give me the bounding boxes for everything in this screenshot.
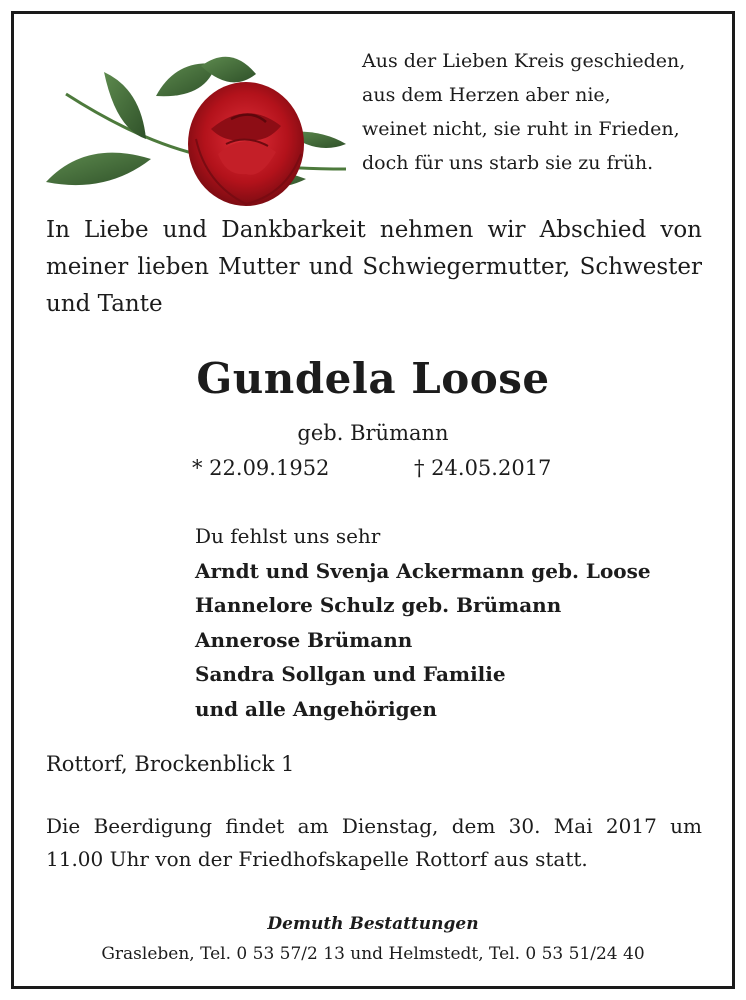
- birth-date: * 22.09.1952: [192, 456, 330, 480]
- mourner-name: Arndt und Svenja Ackermann geb. Loose: [195, 558, 651, 583]
- mourner-name: Hannelore Schulz geb. Brümann: [195, 593, 562, 617]
- death-date: † 24.05.2017: [414, 456, 552, 480]
- mourner-name: Annerose Brümann: [195, 627, 413, 652]
- poem-line: Aus der Lieben Kreis geschieden,: [362, 50, 686, 72]
- mourner-name: Sandra Sollgan und Familie: [195, 662, 506, 686]
- poem: [362, 44, 722, 180]
- poem-line: doch für uns starb sie zu früh.: [362, 152, 654, 174]
- deceased-name: Gundela Loose: [196, 354, 550, 403]
- red-rose-icon: [46, 44, 346, 212]
- poem-line: weinet nicht, sie ruht in Frieden,: [362, 118, 680, 140]
- intro-text: In Liebe und Dankbarkeit nehmen wir Abschied von meiner lieben Mutter und Schwiegermutter, Schwester und Tante: [46, 217, 702, 317]
- poem-line: aus dem Herzen aber nie,: [362, 84, 611, 106]
- mourners-list: [195, 519, 715, 726]
- undertaker-name: Demuth Bestattungen: [267, 914, 479, 934]
- funeral-info: Die Beerdigung findet am Dienstag, dem 30. Mai 2017 um 11.00 Uhr von der Friedhofskapelle Rottorf aus statt.: [46, 814, 702, 871]
- mourners-lead: Du fehlst uns sehr: [195, 524, 381, 548]
- address: Rottorf, Brockenblick 1: [46, 752, 295, 776]
- birth-name: geb. Brümann: [297, 421, 449, 445]
- obituary-notice: [11, 11, 735, 989]
- mourner-name: und alle Angehörigen: [195, 696, 437, 721]
- undertaker-contact: Grasleben, Tel. 0 53 57/2 13 und Helmstedt, Tel. 0 53 51/24 40: [101, 944, 645, 964]
